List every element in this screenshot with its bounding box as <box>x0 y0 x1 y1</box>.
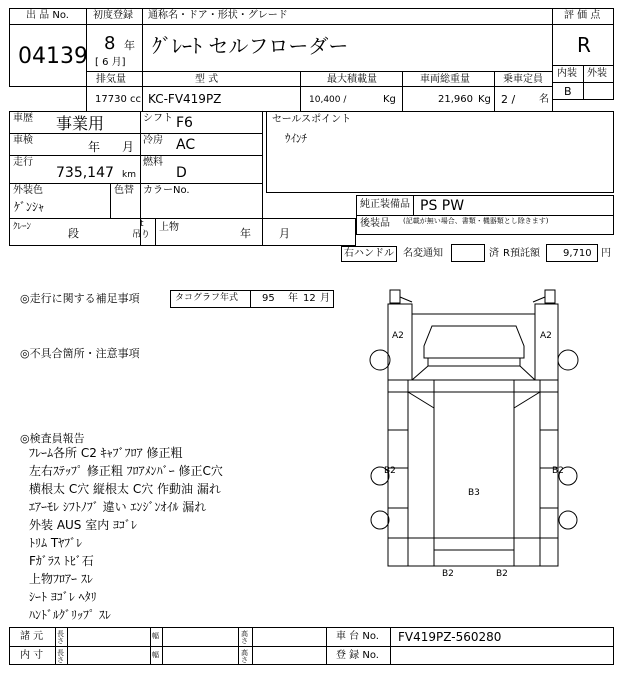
shift-label: シフト <box>143 113 173 124</box>
color-no-label: カラーNo. <box>143 185 190 196</box>
inspection-label: 車検 <box>13 135 33 146</box>
details-box <box>9 111 263 246</box>
year-value: 8 <box>104 33 116 54</box>
tacho-year: 95 <box>262 293 275 304</box>
year-unit: 年 <box>124 39 135 52</box>
steering-value: 右ハンドル <box>344 248 394 259</box>
shift-value: F6 <box>176 115 193 131</box>
fuel-value: D <box>176 165 187 181</box>
aftermarket-label: 後装品 <box>360 218 390 229</box>
name-change-checkbox <box>451 244 485 262</box>
model-grade-label: 通称名・ドア・形状・グレード <box>148 10 288 21</box>
exterior-grade-label: 外装 <box>587 68 607 79</box>
recycle-label: R預託額 <box>503 248 540 259</box>
history-label: 車歴 <box>13 113 33 124</box>
crane-ton: t <box>140 219 144 229</box>
damage-mark-deck-center: B3 <box>468 488 480 498</box>
recycle-unit: 円 <box>601 248 611 259</box>
inspector-line: ｼｰﾄ ﾖｺﾞﾚ ﾍﾀﾘ <box>29 590 97 604</box>
mileage-unit: km <box>122 170 136 180</box>
damage-mark-cab-left: A2 <box>392 331 404 341</box>
first-reg-label: 初度登録 <box>93 10 133 21</box>
mileage-value: 735,147 <box>56 165 114 181</box>
recycle-prefix: 済 <box>489 248 499 259</box>
crane-label: ｸﾚｰﾝ <box>13 222 32 232</box>
ac-label: 冷房 <box>143 135 163 146</box>
damage-mark-deck-right: B2 <box>552 466 564 476</box>
ac-value: AC <box>176 137 196 153</box>
tacho-label: タコグラフ年式 <box>175 293 239 303</box>
width-label: 幅 <box>152 651 159 659</box>
lot-no: 04139 <box>18 44 88 69</box>
inspector-line: Fｶﾞﾗｽ ﾄﾋﾞ石 <box>29 554 94 568</box>
damage-mark-deck-left: B2 <box>384 466 396 476</box>
recycle-value: 9,710 <box>563 248 592 259</box>
defect-label: ◎不具合箇所・注意事項 <box>20 347 140 360</box>
bed-date-box <box>262 218 356 246</box>
inspector-line: 上物ﾌﾛｱｰ ｽﾚ <box>29 572 93 586</box>
capacity-unit: 名 <box>539 94 549 105</box>
interior-grade: B <box>564 85 572 98</box>
right-mirror-icon <box>545 290 555 303</box>
crane-stage: 段 <box>68 227 79 240</box>
length-label: 長さ <box>57 630 64 646</box>
chassis-label: 車 台 No. <box>336 631 379 642</box>
color-change-label: 色替 <box>114 185 134 196</box>
tacho-month: 12 <box>303 293 316 304</box>
model-name: ｸﾞﾚｰﾄ セルフローダー <box>152 34 349 58</box>
sales-point-value: ｳｲﾝﾁ <box>285 132 307 145</box>
max-load-value: 10,400 / <box>309 95 347 105</box>
sales-point-label: セールスポイント <box>272 114 352 125</box>
width-label: 幅 <box>152 632 159 640</box>
driving-notes-label: ◎走行に関する補足事項 <box>20 292 140 305</box>
name-change-label: 名変通知 <box>403 248 443 259</box>
length-label: 長さ <box>57 649 64 665</box>
front-right-wheel-icon <box>558 350 578 370</box>
exterior-color-label: 外装色 <box>13 185 43 196</box>
inspector-line: 左右ｽﾃｯﾌﾟ 修正粗 ﾌﾛｱﾒﾝﾊﾞｰ 修正C穴 <box>29 464 223 478</box>
standard-equip-label: 純正装備品 <box>360 199 410 210</box>
tacho-year-unit: 年 <box>288 293 298 304</box>
fuel-label: 燃料 <box>143 157 163 168</box>
gross-weight-value: 21,960 <box>438 94 473 105</box>
inspector-line: ﾌﾚｰﾑ各所 C2 ｷｬﾌﾞﾌﾛｱ 修正粗 <box>29 446 183 460</box>
capacity-label: 乗車定員 <box>503 74 543 85</box>
chassis-value: FV419PZ-560280 <box>398 630 502 644</box>
month-value: [ 6 月] <box>95 57 126 68</box>
inspection-month: 月 <box>122 140 135 154</box>
inspector-line: ﾊﾝﾄﾞﾙｸﾞﾘｯﾌﾟ ｽﾚ <box>29 608 111 622</box>
height-label: 高さ <box>241 630 248 646</box>
interior-dims-label: 内 寸 <box>20 650 44 661</box>
bed-month: 月 <box>279 227 290 240</box>
inspection-year: 年 <box>88 140 101 154</box>
dims-label: 諸 元 <box>20 631 44 642</box>
displacement-label: 排気量 <box>96 74 126 85</box>
displacement-value: 17730 cc <box>95 94 141 105</box>
gross-weight-label: 車両総重量 <box>420 74 470 85</box>
damage-mark-cab-right: A2 <box>540 331 552 341</box>
inspector-line: 横根太 C穴 縦根太 C穴 作動油 漏れ <box>29 482 221 496</box>
damage-mark-rear-right: B2 <box>496 569 508 579</box>
crane-hook: 吊り <box>132 230 151 240</box>
standard-equip-value: PS PW <box>420 198 465 214</box>
truck-damage-diagram <box>360 280 590 585</box>
bed-year: 年 <box>240 227 251 240</box>
inspector-line: ﾄﾘﾑ Tﾔﾌﾞﾚ <box>29 536 83 550</box>
capacity-value: 2 / <box>501 93 516 106</box>
exterior-color-value: ｹﾞﾝｼｬ <box>14 200 45 214</box>
rear-right-wheel-icon-2 <box>559 511 577 529</box>
tacho-month-unit: 月 <box>320 293 330 304</box>
registration-label: 登 録 No. <box>336 650 379 661</box>
model-code-label: 型 式 <box>195 74 219 85</box>
score: R <box>577 33 591 57</box>
inspector-line: ｴｱｰﾓﾚ ｼﾌﾄﾉﾌﾞ 違い ｴﾝｼﾞﾝｵｲﾙ 漏れ <box>29 500 207 514</box>
interior-grade-label: 内装 <box>557 68 577 79</box>
inspector-label: ◎検査員報告 <box>20 432 85 445</box>
max-load-label: 最大積載量 <box>327 74 377 85</box>
aftermarket-note: (記載が無い場合、書類・機器類とし除きます) <box>403 217 549 225</box>
score-label: 評 価 点 <box>564 10 601 21</box>
windshield <box>424 326 524 358</box>
mileage-label: 走行 <box>13 157 33 168</box>
model-code-value: KC-FV419PZ <box>148 92 222 106</box>
bed-label: 上物 <box>159 222 179 233</box>
left-mirror-icon <box>390 290 400 303</box>
cab-outline <box>388 304 558 380</box>
damage-mark-rear-left: B2 <box>442 569 454 579</box>
front-left-wheel-icon <box>370 350 390 370</box>
lot-no-label: 出 品 No. <box>26 10 69 21</box>
rear-left-wheel-icon-2 <box>371 511 389 529</box>
max-load-unit: Kg <box>383 94 396 105</box>
height-label: 高さ <box>241 649 248 665</box>
inspector-line: 外装 AUS 室内 ﾖｺﾞﾚ <box>29 518 138 532</box>
history-value: 事業用 <box>56 114 105 133</box>
gross-weight-unit: Kg <box>478 94 491 105</box>
